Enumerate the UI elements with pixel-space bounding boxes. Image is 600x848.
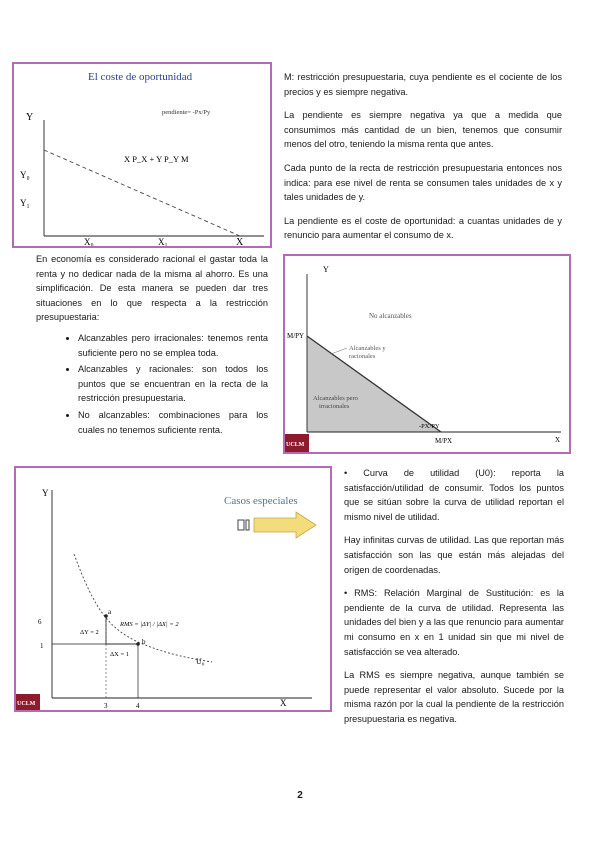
figure1-x1: X₁ [158, 237, 168, 246]
paragraph-cada-punto: Cada punto de la recta de restricción presupuestaria entonces nos indica: para ese nivel de renta se consumen tales unidades de x y tales unidades de y. [284, 162, 562, 203]
paragraph-curva-utilidad: • Curva de utilidad (U0): reporta la satisfacción/utilidad de consumir. Todos los puntos que se sitúan sobre la curva de utilidad reportan el mismo nivel de utilidad. [344, 468, 564, 522]
arrow-icon [254, 512, 316, 538]
decor-bar [246, 520, 249, 530]
label-irracionales-line2: irracionales [319, 403, 350, 410]
decor-bar [238, 520, 244, 530]
figure1-y0: Y₀ [20, 170, 30, 180]
x-tick-3: 3 [104, 702, 108, 710]
figure3-title: Casos especiales [224, 495, 298, 507]
point-b [136, 642, 140, 646]
label-delta-x: ΔX = 1 [110, 651, 130, 658]
paragraph-rms-negativa: La RMS es siempre negativa, aunque también se puede representar el valor absoluto. Sucede por la misma razón por la cual la pendiente de la restricción presupuestaria es negativa. [344, 670, 564, 724]
page-number: 2 [297, 790, 303, 801]
paragraph-rms: • RMS: Relación Marginal de Sustitución: es la pendiente de la curva de utilidad. Representa las unidades del bien y a las que renuncio para aumentar mi consumo en x en 1 unidad sin que mi nivel de satisfacción se vea alterado. [344, 588, 564, 657]
label-m-px: M/PX [435, 437, 453, 445]
situaciones-list [36, 331, 268, 437]
text-situaciones [36, 252, 268, 439]
label-racionales-line1: Alcanzables y [349, 345, 386, 352]
figure1-svg [14, 64, 270, 246]
text-restriccion-presupuestaria [284, 70, 562, 252]
paragraph-infinitas: Hay infinitas curvas de utilidad. Las que reportan más satisfacción son las que están más alejadas del origen de coordenadas. [344, 535, 564, 575]
figure3-x-axis-label: X [280, 698, 287, 708]
y-tick-1: 1 [40, 642, 44, 650]
figure1-title: El coste de oportunidad [88, 71, 193, 83]
label-u0: U₀ [196, 657, 205, 666]
list-item: • Alcanzables pero irracionales: tenemos renta suficiente pero no se emplea toda. [78, 331, 268, 360]
rms-formula: RMS = |ΔY| / |ΔX| = 2 [120, 621, 179, 628]
paragraph-pendiente: La pendiente es siempre negativa ya que a medida que consumimos más cantidad de un bien, tenemos que consumir menos del otro, teniendo la misma renta que antes. [284, 110, 562, 150]
list-item: • No alcanzables: combinaciones para los cuales no tenemos suficiente renta. [78, 408, 268, 437]
figure-alcanzables [283, 254, 571, 454]
label-no-alcanzables: No alcanzables [369, 312, 412, 320]
figure-casos-especiales [14, 466, 332, 712]
label-b: b [142, 638, 146, 646]
figure1-equation: X P_X + Y P_Y M [124, 154, 189, 164]
figure2-y-axis-label: Y [323, 265, 329, 274]
paragraph-m: M: restricción presupuestaria, cuya pendiente es el cociente de los precios y es siempre negativa. [284, 72, 562, 97]
label-racionales-line2: racionales [349, 353, 376, 360]
paragraph-coste: La pendiente es el coste de oportunidad: a cuantas unidades de y renuncio para aumentar el consumo de x. [284, 215, 562, 241]
label-irracionales-line1: Alcanzables pero [313, 395, 358, 402]
figure1-x-axis-label: X [236, 237, 244, 246]
label-a: a [108, 608, 112, 616]
figure3-svg [16, 468, 330, 710]
figure1-y1: Y₁ [20, 198, 30, 208]
label-slope: -PX/PY [419, 423, 440, 430]
pointer-line [331, 348, 347, 354]
list-item: • Alcanzables y racionales: son todos los puntos que se encuentran en la recta de la restricción presupuestaria. [78, 362, 268, 406]
paragraph-curva-utilidad-text: Curva de utilidad (U0): reporta la satisfacción/utilidad de consumir. Todos los puntos que se sitúan sobre la curva de utilidad reportan el mismo nivel de utilidad. [344, 468, 564, 522]
figure3-y-axis-label: Y [42, 488, 49, 498]
x-tick-4: 4 [136, 702, 140, 710]
text-curva-utilidad [344, 466, 564, 736]
label-m-py: M/PY [287, 332, 305, 340]
figure1-x0: X₀ [84, 237, 94, 246]
figure-coste-oportunidad [12, 62, 272, 248]
figure2-svg [285, 256, 569, 452]
figure2-x-axis-label: X [555, 436, 561, 444]
paragraph-intro: En economía es considerado racional el gastar toda la renta y no dedicar nada de la misma al ahorro. Es una simplificación. De esta manera se pueden dar tres situaciones en lo que respecta a la restricción presupuestaria: [36, 254, 268, 323]
y-tick-6: 6 [38, 618, 42, 626]
uclm-logo: UCLM [286, 442, 305, 448]
figure1-y-axis-label: Y [26, 112, 34, 123]
figure1-slope-note: pendiente= -Px/Py [162, 109, 211, 116]
uclm-logo: UCLM [17, 701, 36, 707]
label-delta-y: ΔY = 2 [80, 629, 99, 636]
paragraph-rms-text: RMS: Relación Marginal de Sustitución: es la pendiente de la curva de utilidad. Representa las unidades del bien y a las que renuncio para aumentar mi consumo en x en 1 unidad sin que mi nivel de satisfacción se vea alterado. [344, 588, 564, 657]
